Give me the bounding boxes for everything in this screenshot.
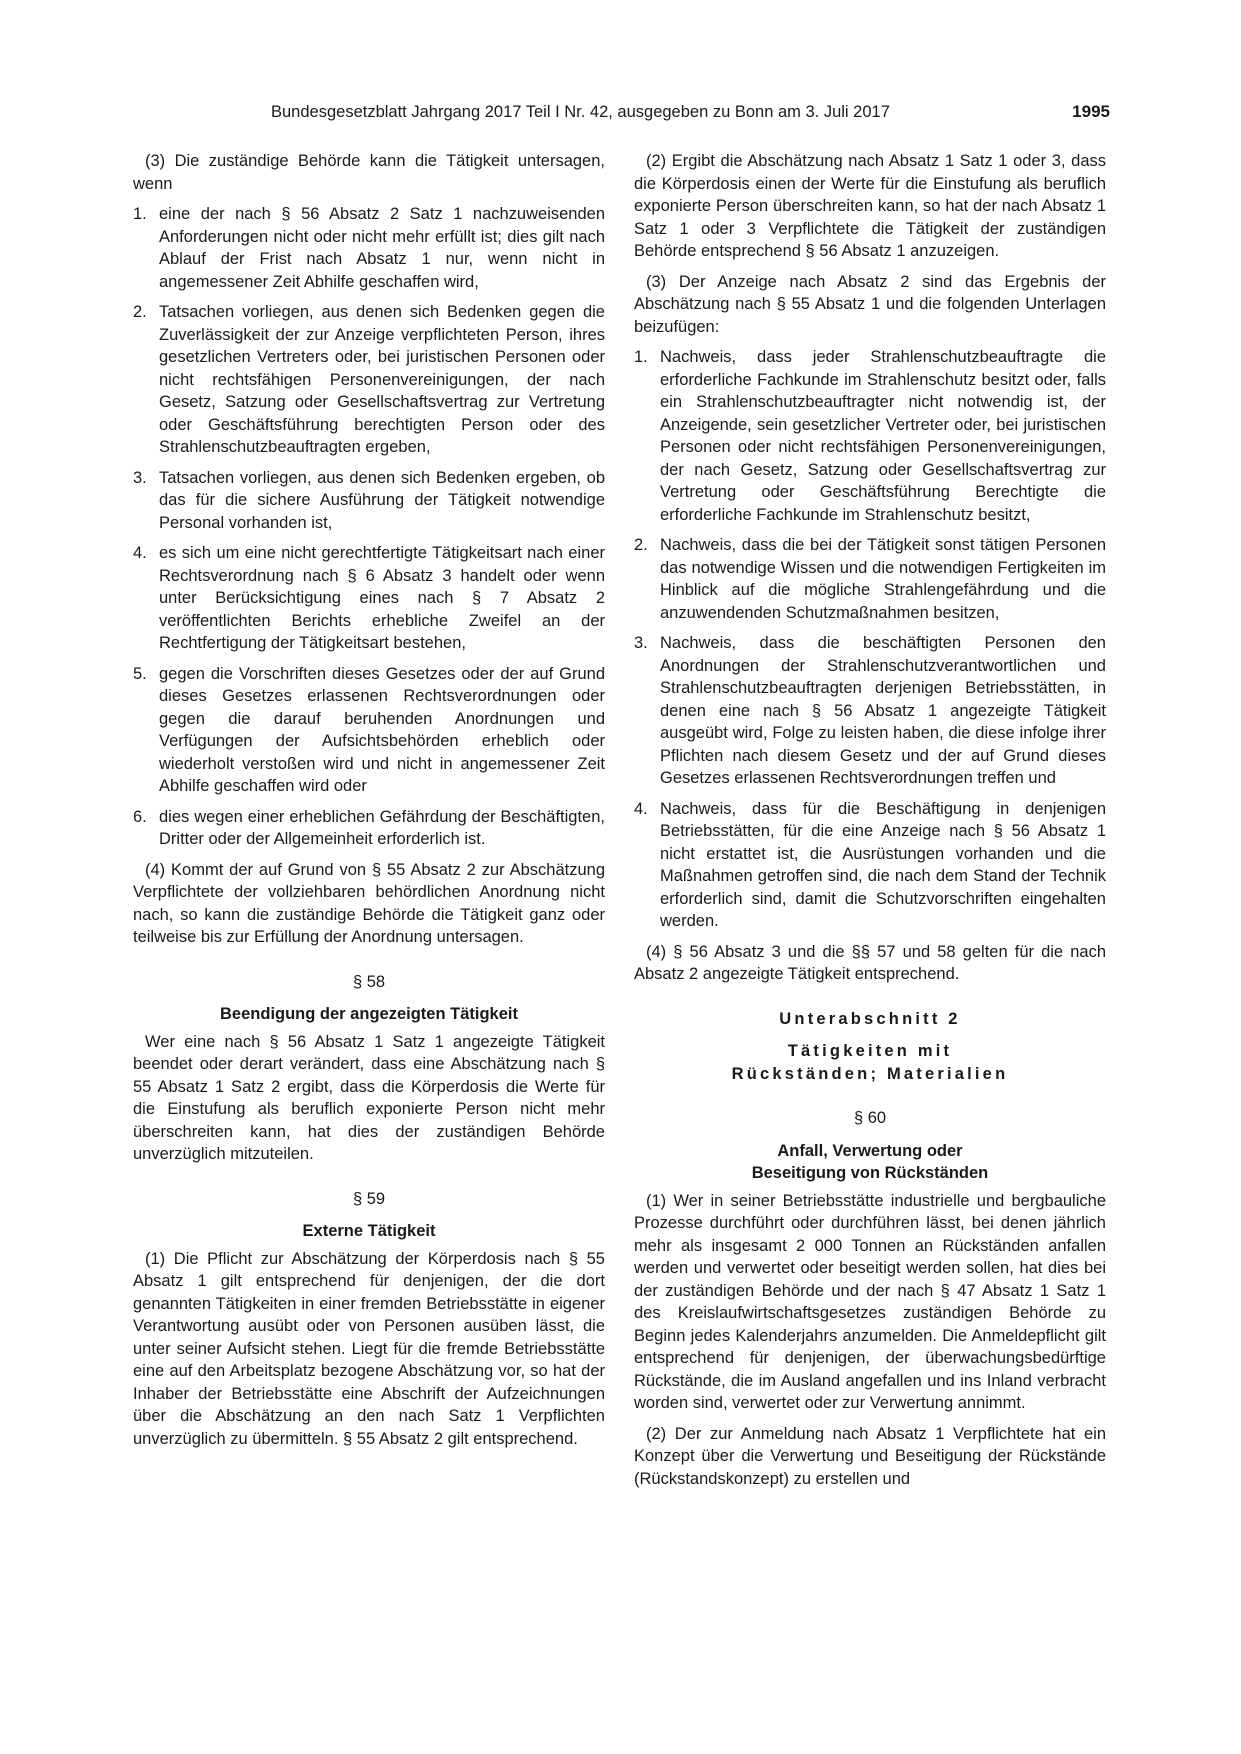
list-item [133,203,605,293]
paragraph-57-3-intro: (3) Die zuständige Behörde kann die Tätigkeit untersagen, wenn [133,152,605,193]
list-item [133,806,605,851]
left-column [133,150,605,1458]
list-item-number: 3. [634,634,648,652]
list-item-number: 5. [133,664,147,683]
paragraph-59-3-intro: (3) Der Anzeige nach Absatz 2 sind das Ergebnis der Abschätzung nach § 55 Absatz 1 und die folgenden Unterlagen beizufügen: [634,272,1106,336]
list-item-number: 4. [634,799,648,818]
section-58-number: § 58 [352,972,386,991]
page-header [133,98,1110,126]
paragraph-60-2: (2) Der zur Anmeldung nach Absatz 1 Verpflichtete hat ein Konzept über die Verwertung und Beseitigung der Rückstände (Rückstandskonzept) zu erstellen und [634,1424,1106,1488]
paragraph-59-4: (4) § 56 Absatz 3 und die §§ 57 und 58 gelten für die nach Absatz 2 angezeigte Tätigkeit entsprechend. [634,942,1106,983]
section-59-number: § 59 [352,1189,386,1208]
list-item-number: 1. [634,348,648,366]
section-58-title: Beendigung der angezeigten Tätigkeit [220,1005,518,1023]
list-item-number: 2. [634,536,648,554]
page-number: 1995 [1072,102,1110,121]
list-item [133,467,605,535]
list-item-text: Tatsachen vorliegen, aus denen sich Bedenken gegen die Zuverlässigkeit der zur Anzeige verpflichteten Person, ihres gesetzlichen Vertreters oder, bei juristischen Personen oder nicht rechtsfähigen Personenvereinigungen, der nach Gesetz, Satzung oder Gesellschaftsvertrag zur Vertretung oder Geschäftsführung berechtigten Person oder des Strahlenschutzbeauftragten ergeben, [159,303,605,456]
subsection-heading: Unterabschnitt 2 [779,1009,961,1028]
section-59-title: Externe Tätigkeit [302,1222,436,1240]
list-item-text: gegen die Vorschriften dieses Gesetzes oder der auf Grund dieses Gesetzes erlassenen Rechtsverordnungen oder gegen die darauf beruhenden Anordnungen und Verfügungen der Aufsichtsbehörden erheblich oder wiederholt verstoßen wird und nicht in angemessener Zeit Abhilfe geschaffen wird oder [159,664,605,795]
list-item-text: Nachweis, dass für die Beschäftigung in denjenigen Betriebsstätten, für die eine Anzeige nach § 56 Absatz 1 nicht erstattet ist, die Ausrüstungen vorhanden und die Maßnahmen getroffen sind, die nach dem Stand der Technik erforderlich sind, damit die Schutzvorschriften eingehalten werden. [660,799,1106,930]
list-item-number: 4. [133,544,147,562]
list-item [634,632,1106,790]
list-item-text: Nachweis, dass die beschäftigten Personen den Anordnungen der Strahlenschutzverantwortlichen und Strahlenschutzbeauftragten derjenigen Betriebsstätten, in denen eine nach § 56 Absatz 1 angezeigte Tätigkeit ausgeübt wird, Folge zu leisten haben, die diese infolge ihrer Pflichten nach diesem Gesetz und der auf Grund dieses Gesetzes erlassenen Rechtsverordnungen treffen und [660,634,1106,787]
section-60-number: § 60 [853,1109,887,1127]
list-item-number: 1. [133,205,147,223]
paragraph-59-1: (1) Die Pflicht zur Abschätzung der Körperdosis nach § 55 Absatz 1 gilt entsprechend für denjenigen, der die dort genannten Tätigkeiten in einer fremden Betriebsstätte in eigener Verantwortung ausübt oder von Personen ausüben lässt, die unter seiner Aufsicht stehen. Liegt für die fremde Betriebsstätte eine auf den Arbeitsplatz bezogene Abschätzung vor, so hat der Inhaber der Betriebsstätte eine Abschrift der Aufzeichnungen über die Abschätzung an den nach Satz 1 Verpflichten unverzüglich zu übermitteln. § 55 Absatz 2 gilt entsprechend. [133,1249,605,1448]
paragraph-57-4: (4) Kommt der auf Grund von § 55 Absatz 2 zur Abschätzung Verpflichtete der vollziehbaren behördlichen Anordnung nicht nach, so kann die zuständige Behörde die Tätigkeit ganz oder teilweise bis zur Erfüllung der Anordnung untersagen. [133,860,605,946]
header-title: Bundesgesetzblatt Jahrgang 2017 Teil I Nr. 42, ausgegeben zu Bonn am 3. Juli 2017 [271,103,890,121]
list-item [634,346,1106,526]
list-item [133,663,605,798]
list-item-text: Nachweis, dass die bei der Tätigkeit sonst tätigen Personen das notwendige Wissen und die notwendigen Fertigkeiten im Hinblick auf die mögliche Strahlengefährdung und die anzuwendenden Schutzmaßnahmen besitzen, [660,536,1106,622]
section-60-title-line: Anfall, Verwertung oder [777,1141,963,1160]
list-item-text: Nachweis, dass jeder Strahlenschutzbeauftragte die erforderliche Fachkunde im Strahlenschutz besitzt oder, falls ein Strahlenschutzbeauftragter nicht notwendig ist, der Anzeigende, sein gesetzlicher Vertreter oder, bei juristischen Personen oder nicht rechtsfähigen Personenvereinigungen, der nach Gesetz, Satzung oder Gesellschaftsvertrag zur Vertretung oder Geschäftsführung Berechtigte die erforderliche Fachkunde im Strahlenschutz besitzt, [660,348,1106,524]
subsection-title-line: Tätigkeiten mit [787,1042,953,1060]
list-59-3 [634,346,1106,933]
list-item-text: Tatsachen vorliegen, aus denen sich Bedenken ergeben, ob das für die sichere Ausführung der Tätigkeit notwendige Personal vorhanden ist, [159,468,605,532]
section-60-title [634,1140,1106,1185]
list-item-text: dies wegen einer erheblichen Gefährdung der Beschäftigten, Dritter oder der Allgemeinheit erforderlich ist. [159,807,605,848]
list-item-number: 3. [133,468,147,487]
list-item [634,798,1106,933]
subsection-title-line: Rückständen; Materialien [731,1064,1009,1083]
paragraph-59-2: (2) Ergibt die Abschätzung nach Absatz 1 Satz 1 oder 3, dass die Körperdosis einen der Werte für die Einstufung als beruflich exponierte Person überschreiten kann, so hat der nach Absatz 1 Satz 1 oder 3 Verpflichtete die Tätigkeit der zuständigen Behörde entsprechend § 56 Absatz 1 anzuzeigen. [634,152,1106,260]
list-item [133,542,605,655]
section-60-title-line: Beseitigung von Rückständen [751,1164,989,1182]
list-57-3 [133,203,605,851]
list-item-text: es sich um eine nicht gerechtfertigte Tätigkeitsart nach einer Rechtsverordnung nach § 6 Absatz 3 handelt oder wenn unter Berücksichtigung eines nach § 7 Absatz 2 veröffentlichten Berichts erhebliche Zweifel an der Rechtfertigung der Tätigkeitsart bestehen, [159,544,605,652]
paragraph-60-1: (1) Wer in seiner Betriebsstätte industrielle und bergbauliche Prozesse durchführt oder durchführen lässt, bei denen jährlich mehr als insgesamt 2 000 Tonnen an Rückständen anfallen werden und verwertet oder beseitigt werden sollen, hat dies bei der zuständigen Behörde und der nach § 47 Absatz 1 Satz 1 des Kreislaufwirtschaftsgesetzes zuständigen Behörde zu Beginn jedes Kalenderjahrs anzumelden. Die Anmeldepflicht gilt entsprechend für denjenigen, der überwachungsbedürftige Rückstände, die im Ausland angefallen und ins Inland verbracht worden sind, verwertet oder zur Verwertung annimmt. [634,1191,1106,1412]
list-item [133,301,605,459]
subsection-title [634,1040,1106,1085]
paragraph-58: Wer eine nach § 56 Absatz 1 Satz 1 angezeigte Tätigkeit beendet oder derart verändert, dass eine Abschätzung nach § 55 Absatz 1 Satz 2 ergibt, dass die Körperdosis die Werte für die Einstufung als beruflich exponierte Person nicht mehr überschreiten kann, hat dies der zuständigen Behörde unverzüglich mitzuteilen. [133,1032,605,1163]
list-item-text: eine der nach § 56 Absatz 2 Satz 1 nachzuweisenden Anforderungen nicht oder nicht mehr erfüllt ist; dies gilt nach Ablauf der Frist nach Absatz 1 nur, wenn nicht in angemessener Zeit Abhilfe geschaffen wird, [159,205,605,291]
list-item-number: 6. [133,807,147,826]
list-item-number: 2. [133,303,147,321]
list-item [634,534,1106,624]
right-column [634,150,1106,1498]
